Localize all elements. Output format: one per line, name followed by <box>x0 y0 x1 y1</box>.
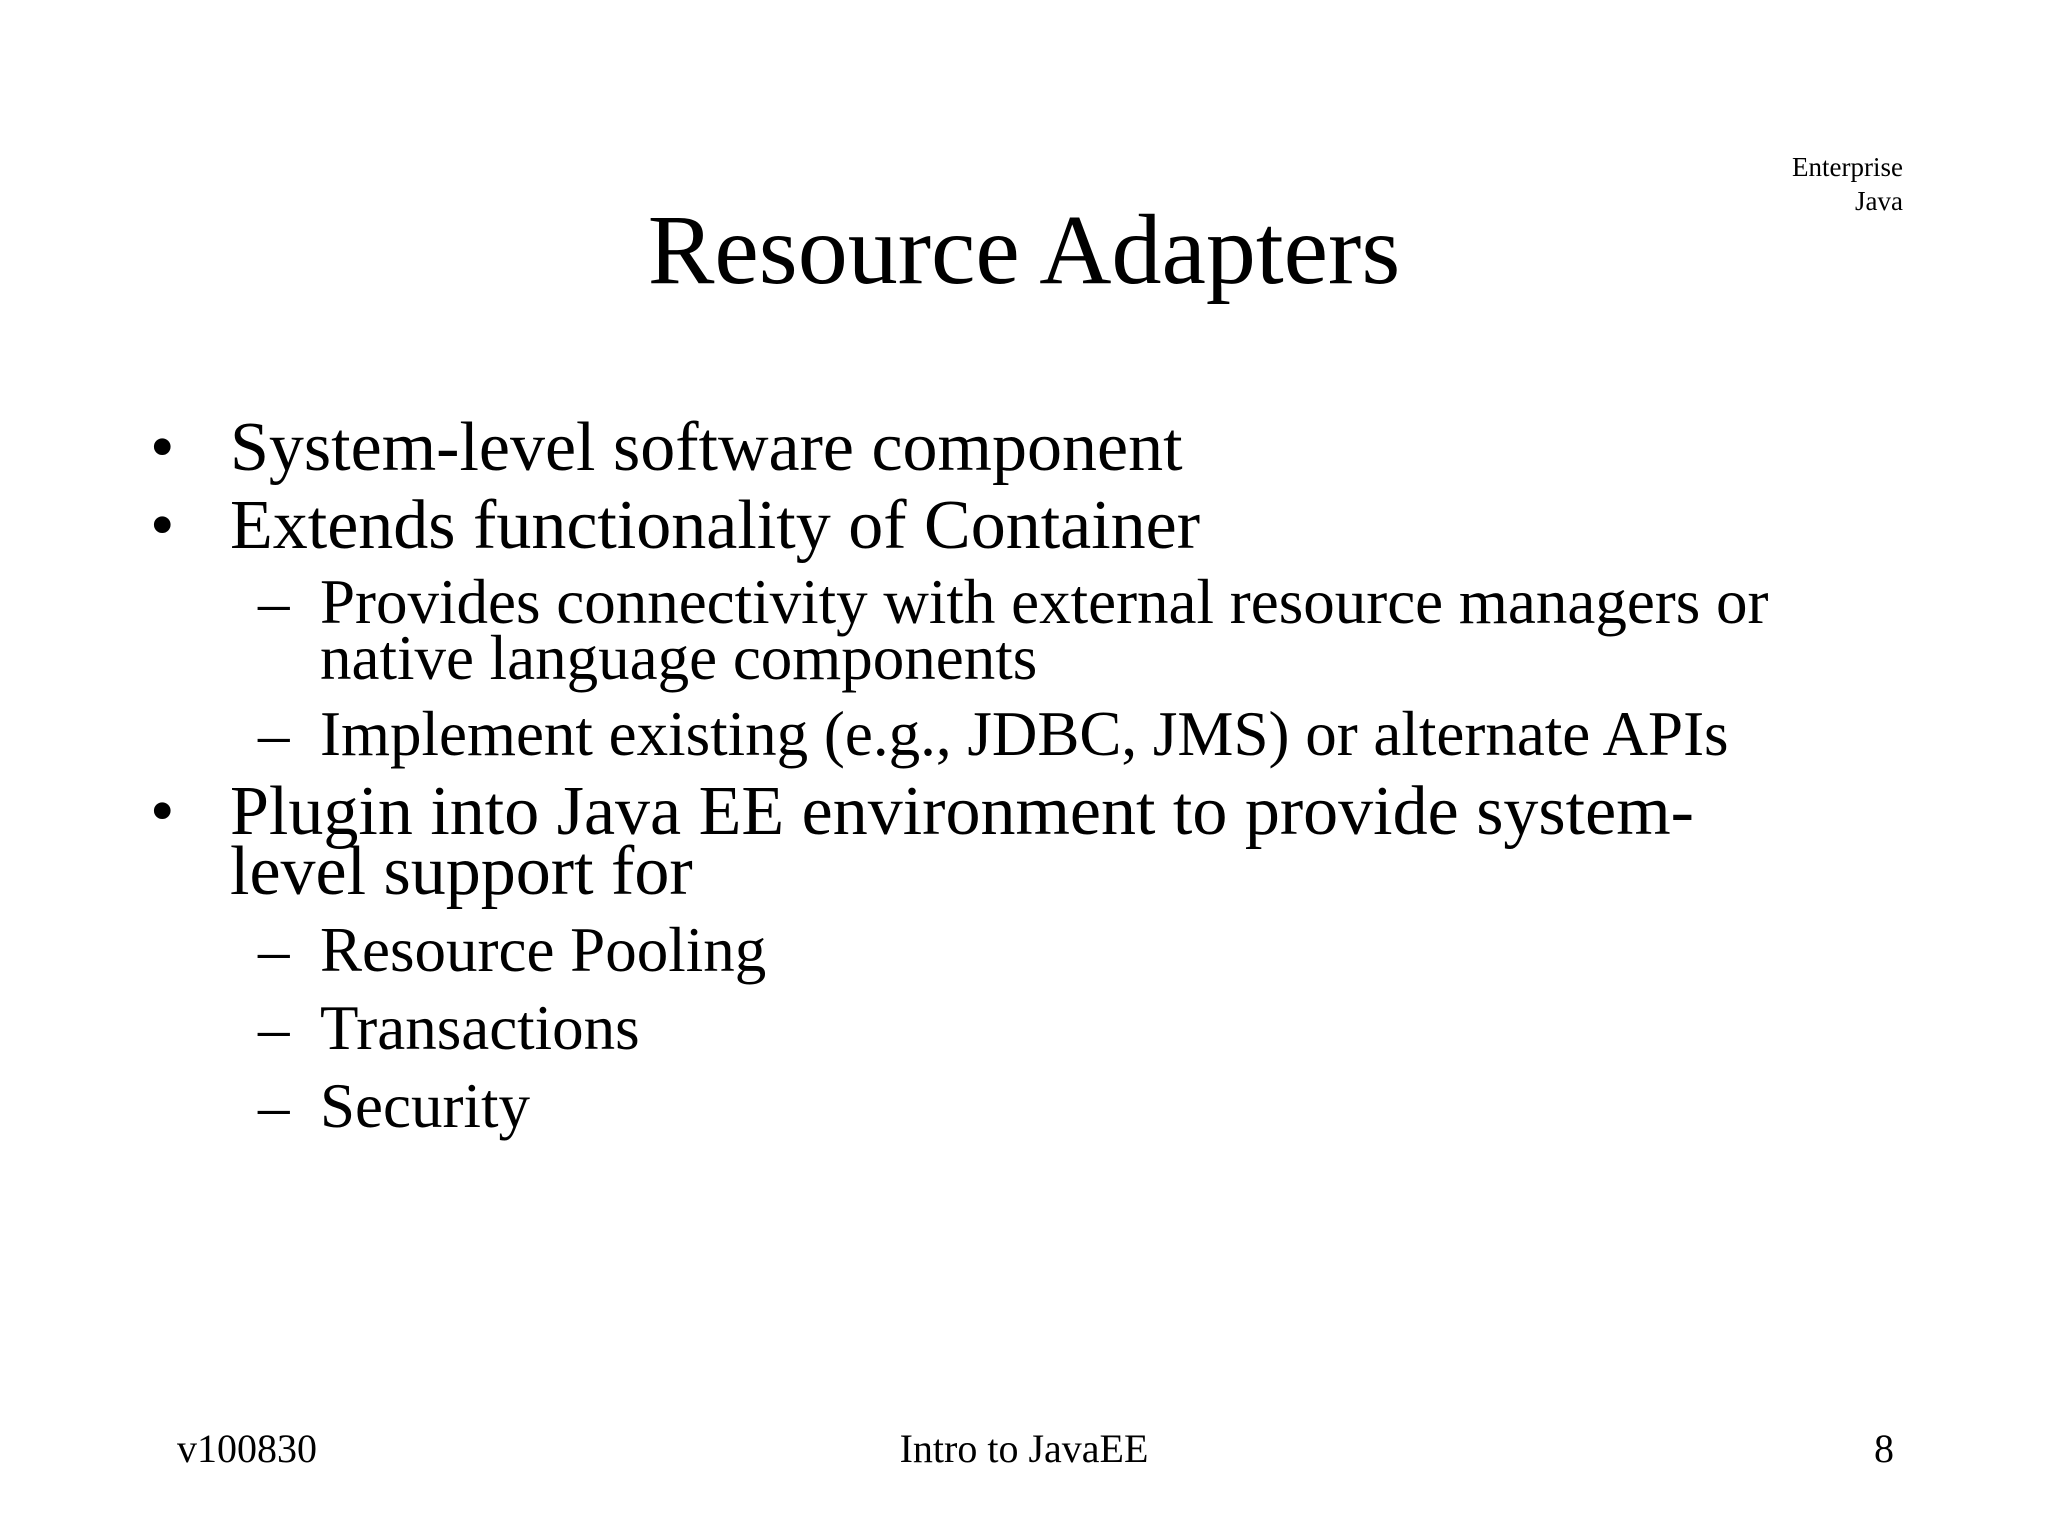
corner-label-line2: Java <box>1855 186 1903 216</box>
bullet-item <box>150 773 1930 910</box>
sub-bullet-item <box>150 915 1930 985</box>
sub-bullet-item <box>150 993 1930 1063</box>
footer-course-title: Intro to JavaEE <box>899 1426 1149 1471</box>
bullet-text-line2: level support for <box>230 833 693 910</box>
bullet-marker: • <box>150 409 175 486</box>
sub-bullet-item <box>150 567 1930 693</box>
bullet-marker: • <box>150 487 175 564</box>
bullet-item <box>150 487 1930 564</box>
corner-label-line1: Enterprise <box>1792 152 1903 182</box>
bullet-item <box>150 409 1930 486</box>
footer-page-number: 8 <box>1874 1426 1894 1471</box>
sub-bullet-text: Security <box>320 1071 530 1141</box>
dash-marker: – <box>258 1071 290 1141</box>
sub-bullet-item <box>150 1071 1930 1141</box>
sub-bullet-item <box>150 699 1930 769</box>
dash-marker: – <box>258 567 290 637</box>
slide-content <box>150 409 1930 1154</box>
bullet-text-line1: Plugin into Java EE environment to provide system- <box>230 773 1694 850</box>
footer-version: v100830 <box>177 1426 317 1471</box>
bullet-text: System-level software component <box>230 409 1183 486</box>
sub-bullet-text-line2: native language components <box>320 623 1038 693</box>
dash-marker: – <box>258 915 290 985</box>
sub-bullet-text: Transactions <box>320 993 640 1063</box>
sub-bullet-text-line1: Provides connectivity with external resource managers or <box>320 567 1769 637</box>
sub-bullet-text: Implement existing (e.g., JDBC, JMS) or alternate APIs <box>320 699 1729 769</box>
slide-title: Resource Adapters <box>647 194 1401 305</box>
dash-marker: – <box>258 699 290 769</box>
bullet-text: Extends functionality of Container <box>230 487 1201 564</box>
sub-bullet-text: Resource Pooling <box>320 915 767 985</box>
dash-marker: – <box>258 993 290 1063</box>
bullet-marker: • <box>150 773 175 850</box>
